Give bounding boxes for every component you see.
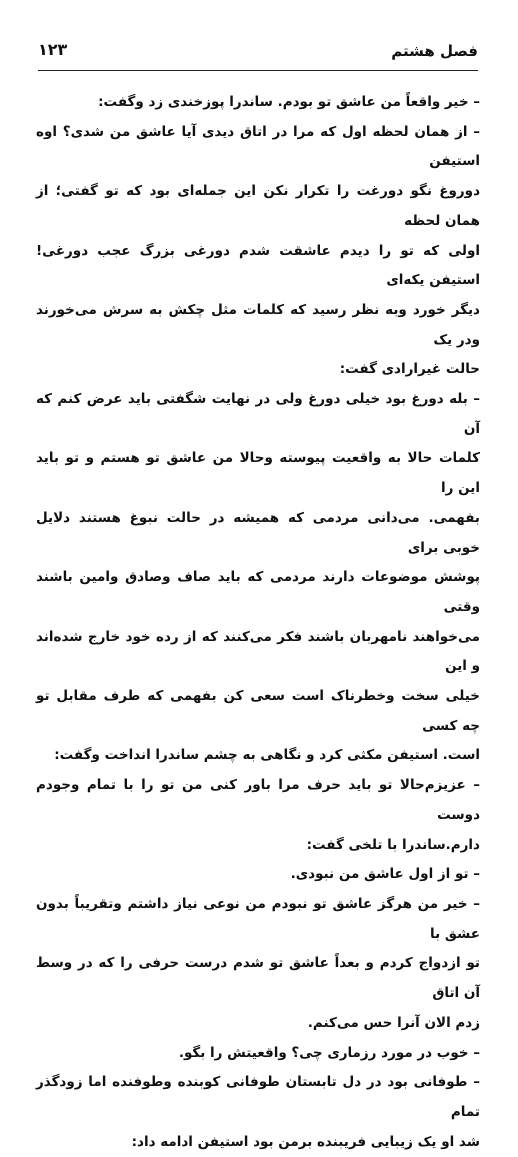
text-line: بفهمی. می‌دانی مردمی که همیشه در حالت نبوغ هستند دلایل خوبی برای <box>36 509 480 556</box>
text-line: – خیر من هرگز عاشق تو نبودم من نوعی نیاز داشتم وتقریباً بدون عشق با <box>36 895 480 942</box>
text-line: زدم الان آنرا حس می‌کنم. <box>307 1014 480 1031</box>
chapter-title: فصل هشتم <box>391 42 478 60</box>
text-line: – خوب در مورد رزماری چی؟ واقعیتش را بگو. <box>178 1044 480 1061</box>
text-line: دیگر خورد وبه نظر رسید که کلمات مثل چکش به سرش می‌خورند ودر یک <box>36 301 480 348</box>
text-line: دوروغ نگو دورغت را تکرار نکن این جمله‌ای بود که تو گفتی؛ از همان لحظه <box>36 183 480 229</box>
text-line: است. استیفن مکثی کرد و نگاهی به چشم ساندرا انداخت وگفت: <box>54 747 480 764</box>
text-line: حالت غیرارادی گفت: <box>339 361 480 378</box>
body-text <box>36 88 480 1157</box>
text-line: – عزیزم‌حالا تو باید حرف مرا باور کنی من تو را با تمام وجودم دوست <box>36 777 480 823</box>
text-line: – تو از اول عاشق من نبودی. <box>290 866 480 883</box>
page-header <box>38 38 478 66</box>
text-line: تو ازدواج کردم و بعداً عاشق تو شدم درست حرفی را که در وسط آن اتاق <box>36 955 480 1002</box>
text-line: پوشش موضوعات دارند مردمی که باید صاف وصادق وامین باشند وقتی <box>36 569 480 615</box>
text-line: شد او یک زیبایی فریبنده برمن بود استیفن ادامه داد: <box>131 1133 480 1150</box>
text-line: – از همان لحظه اول که مرا در اتاق دیدی آیا عاشق من شدی؟ اوه استیفن <box>36 123 480 170</box>
text-line: – خیر واقعاً من عاشق تو بودم. ساندرا پوزخندی زد وگفت: <box>98 94 480 110</box>
text-line: دارم.ساندرا با تلخی گفت: <box>306 836 480 853</box>
text-line: کلمات حالا به واقعیت پیوسته وحالا من عاشق تو هستم و تو باید این را <box>36 450 480 497</box>
text-line: – بله دورغ بود خیلی دورغ ولی در نهایت شگفتی باید عرض کنم که آن <box>36 391 480 437</box>
text-line: می‌خواهند نامهربان باشند فکر می‌کنند که از رده خود خارج شده‌اند و این <box>36 628 480 675</box>
text-line: اولی که تو را دیدم عاشقت شدم دورغی بزرگ عجب دورغی! استیفن یکه‌ای <box>36 242 480 289</box>
header-rule <box>38 70 478 71</box>
text-line: خیلی سخت وخطرناک است سعی کن بفهمی که طرف مقابل تو چه کسی <box>36 688 480 734</box>
text-line: – طوفانی بود در دل تابستان طوفانی کوبنده وطوفنده اما زودگذر تمام <box>36 1074 480 1120</box>
page-number: ۱۲۳ <box>38 40 68 59</box>
